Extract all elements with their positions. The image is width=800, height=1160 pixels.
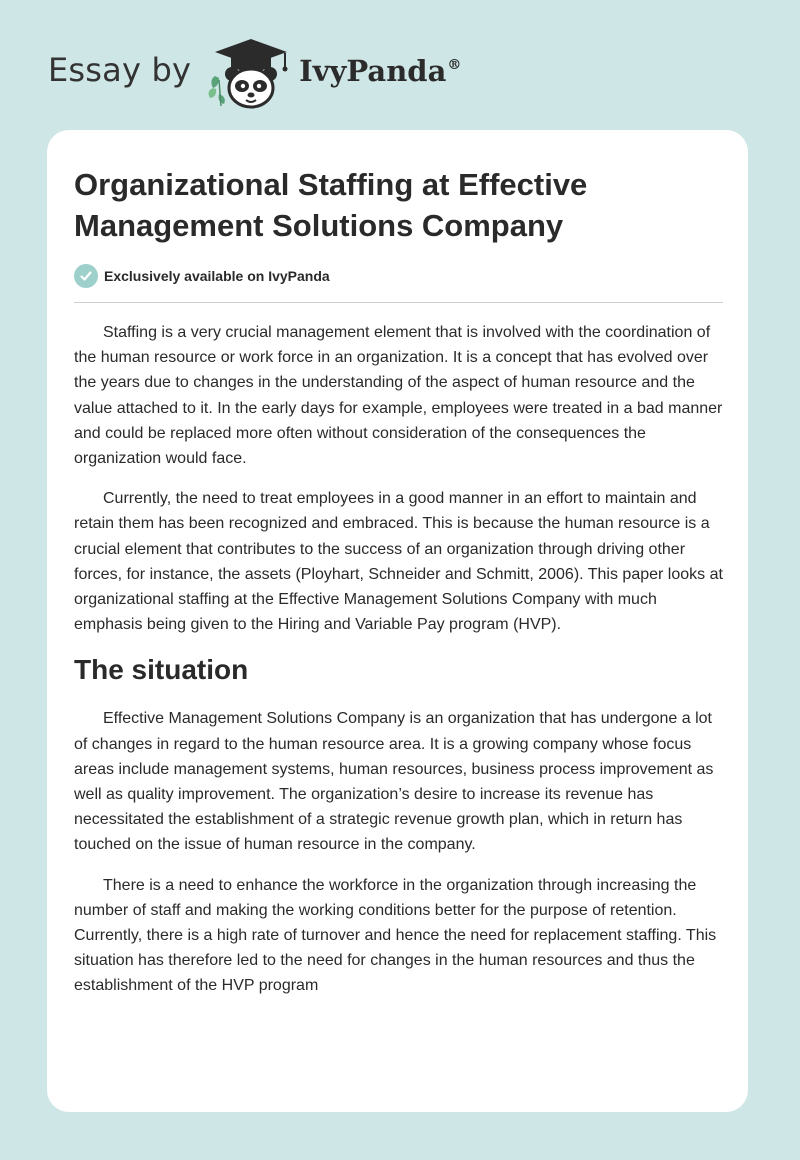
registered-mark: ®: [447, 57, 462, 73]
paragraph: Effective Management Solutions Company is an organization that has undergone a lot of changes in regard to the human resource area. It is a growing company whose focus areas include management systems, human resources, business process improvement as well as quality improvement. The organization’s desire to increase its revenue has necessitated the establishment of a strategic revenue growth plan, which in return has touched on the issue of human resource in the company.: [74, 710, 714, 854]
panda-graduate-logo-icon: [205, 36, 297, 110]
checkmark-icon: [74, 264, 98, 288]
site-brand[interactable]: [48, 36, 461, 110]
paragraph: Staffing is a very crucial management element that is involved with the coordination of the human resource or work force in an organization. It is a concept that has evolved over the years due to changes in the understanding of the aspect of human resource and the value attached to it. In the early days for example, employees were treated in a bad manner and could be replaced more often without consideration of the consequences the organization would face.: [74, 324, 723, 468]
essay-card: [47, 130, 748, 1112]
badge-text: Exclusively available on IvyPanda: [104, 268, 330, 284]
brand-name: [299, 54, 461, 88]
essay-by-label: Essay by: [48, 51, 192, 89]
section-heading: The situation: [74, 654, 249, 686]
exclusive-badge: [74, 263, 330, 289]
article-body: [74, 320, 726, 1014]
divider: [74, 302, 723, 303]
page-title: Organizational Staffing at Effective Management Solutions Company: [74, 167, 588, 243]
paragraph: There is a need to enhance the workforce in the organization through increasing the number of staff and making the working conditions better for the purpose of retention. Currently, there is a high rate of turnover and hence the need for replacement staffing. This situation has therefore led to the need for changes in the human resources and thus the establishment of the HVP program: [74, 876, 717, 995]
brand-name-text: IvyPanda: [299, 54, 447, 88]
paragraph: Currently, the need to treat employees in a good manner in an effort to maintain and retain them has been recognized and embraced. This is because the human resource is a crucial element that contributes to the success of an organization through driving other forces, for instance, the assets (Ployhart, Schneider and Schmitt, 2006). This paper looks at organizational staffing at the Effective Management Solutions Company with much emphasis being given to the Hiring and Variable Pay program (HVP).: [74, 490, 723, 634]
